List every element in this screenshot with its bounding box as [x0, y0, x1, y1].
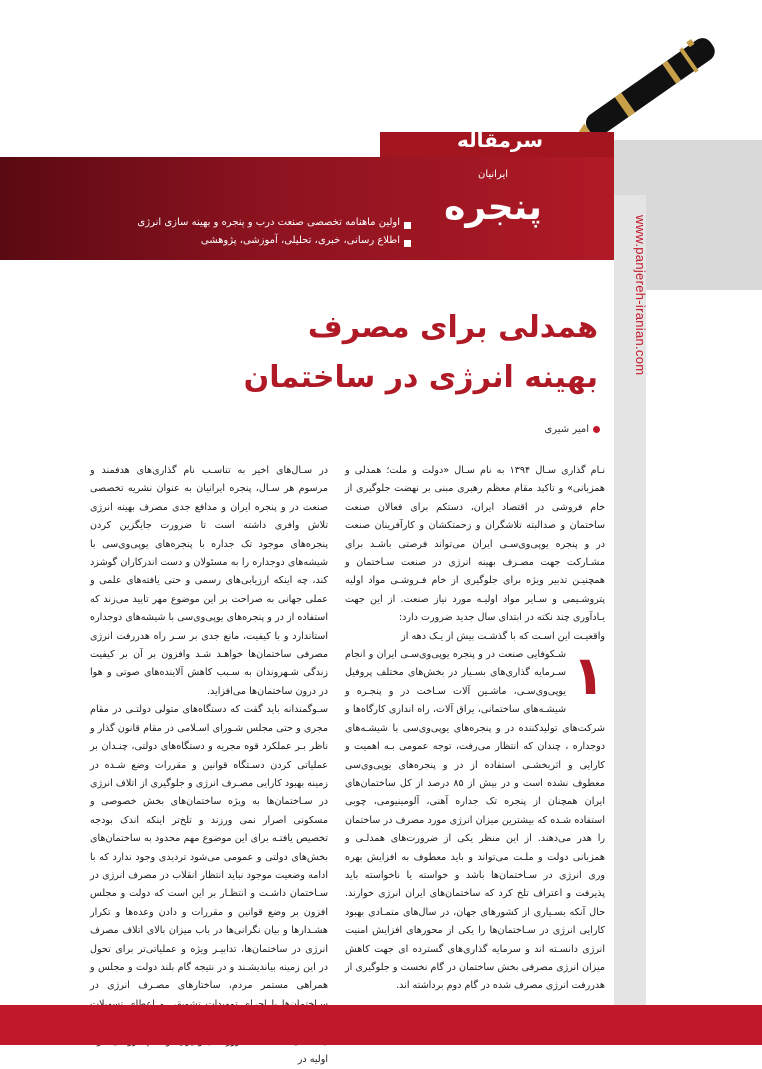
tagline-bullet-icon [404, 222, 411, 229]
tagline-bullet-icon [404, 240, 411, 247]
author-name: امیر شیری [544, 424, 589, 435]
author-byline [400, 424, 600, 440]
paragraph-lead: واقعیـت این اسـت که با گذشـت بیش از یـک دهه از [401, 630, 605, 642]
title-line-1: همدلی برای مصرف [307, 310, 598, 345]
paragraph: در سـال‌های اخیر به تناسـب نام گذاری‌های هدفمند و مرسوم هر سـال، پنجره ایرانیان به عنوان نشریه تخصصی صنعت در و پنجره ایران و مدافع جدی مصرف بهینه انرژی تلاش وافری داشته است تا ضرورت جایگزین کردن پنجره‌های موجود تک جداره با پنجره‌های یوپی‌وی‌سی با شیشه‌های دوجداره را به مسئولان و دست اندرکاران گوشزد کند، چه اینکه ارزیابی‌های رسمی و حتی یافته‌های علمی و عملی جهانی به صراحت بر این موضوع مهر تایید می‌زند که استفاده از در و پنجره‌های یوپی‌وی‌سی با شیشه‌های دوجداره استاندارد و با کیفیت، مانع جدی بر سـر راه هدررفت انرژی مصرفی ساختمان‌ها خواهـد شـد وافزون بر آن بر کیفیت زندگی شـهروندان به سـبب کاهش آلاینده‌های صوتی و هوا در درون ساختمان‌ها می‌افزاید. [90, 465, 328, 697]
tagline-primary: اولین ماهنامه تخصصی صنعت درب و پنجره و بهینه سازی انرژی [137, 217, 400, 228]
footer-bar [0, 1005, 762, 1045]
paragraph: نـام گذاری سـال ۱۳۹۴ به نام سـال «دولت و ملت؛ همدلی و همزبانی» و تاکید مقام معظم رهبری مبنی بر نهضت جلوگیری از خام فروشی در اقتصاد ایران، دستکم برای فعالان صنعت ساختمان و صدالبته تلاشگران و زحمتکشان و کارآفرینان صنعت در و پنجره یوپی‌وی‌سـی ایران می‌تواند فرصتی باشـد برای مشـارکت جهت مصـرف بهینه انرژی در صنعت سـاختمان و همچنیـن تدبیر ویژه برای جلوگیری از خام فـروشـی مواد اولیه پتروشـیمی و سـایر مواد اولیـه مورد نیاز صنعت. از این جهت یـادآوری چند نکته در ابتدای سال جدید ضرورت دارد: [345, 465, 606, 624]
paragraph: سـوگمندانه باید گفت که دستگاه‌های متولی دولتـی در مقام مجری و حتی مجلس شـورای اسـلامی در مقام قانون گذار و ناظر بـر عملکرد قوه مجریه و دستگاه‌های دولتی، چنـدان بر عملیاتی کردن دسـتگاه قوانین و مقررات وضع شـده در زمینه بهبود کارایی مصـرف انرژی و جلوگیری از اتلاف انرژی در سـاختمان‌ها به ویژه ساختمان‌های بخش خصوصی و مسکونی اصرار نمی ورزند و تلخ‌تر اینکه اندک بودجه تخصیص یافتـه برای این موضوع مهم محدود به ساختمان‌های بخش‌های دولتی و عمومی می‌شود تردیدی وجود ندارد که با ادامه وضعیت موجود نباید انتظار انقلاب در مصرف انرژی در سـاختمان داشـت و انتظـار بر این است که دولت و مجلس افزون بر وضع قوانین و مقررات و دادن وعده‌ها و تکرار هشـدارها و بیان نگرانی‌ها در باب میزان بالای اتلاف مصرف انرژی در ساختمان‌ها، تدابیـر ویژه و عملیاتی‌تر برای تحول در این زمینه بیاندیشـند و در نتیجه گام بلند دولت و مجلس و همراهی مستمر مردم، ساختارهای مصـرف انرژی در [90, 704, 328, 992]
logo-subtitle: ایرانیان [477, 169, 509, 180]
dropcap-numeral: ۱ [572, 644, 605, 708]
paragraph: شـکوفایی صنعت در و پنجره یوپی‌وی‌سـی ایران و انجام سـرمایه گذاری‌های بسـیار در بخش‌های مختلف پروفیل یوپی‌وی‌سـی، ماشـین آلات سـاخت در و پنجـره و شیشـه‌های ساختمانی، یراق آلات، راه اندازی کارگاه‌ها و شرکت‌های تولیدکننده در و پنجره‌های یوپی‌وی‌سی با شیشـه‌های دوجداره ، چندان که انتظار می‌رفت، توجه عمومی بـه اهمیت و کارایی و اثربخشـی استفاده از در و پنجره‌های یوپی‌وی‌سی معطوف نشده است و در بیش از ۸۵ درصد از کل ساختمان‌های ایران همچنان از پنجره تک جداره آهنی، آلومینیومی، چوبی استفاده شـده که بیشترین میزان انرژی مورد مصرف در ساختمان را هدر می‌دهند. از این منظر یکی از ضرورت‌های همدلـی و همزبانی دولت و ملـت می‌تواند و باید معطوف به افزایش بهره وری انرژی در سـاختمان‌ها باشد و خواسته یا ناخواسته باید پذیرفت و اعتراف تلخ کرد که ساختمان‌های ایران انرژی خوارند. حال آنکه بسـیاری از کشورهای جهان، در سال‌های متمـادی بهبود کارایی انرژی در سـاختمان‌ها را یکی از محورهای افزایش امنیت انرژی دانسـته اند و سرمایه گذاری‌های گسترده ای جهت کاهش میزان انرژی مصرفی بخش ساختمان در گام نخست و جلوگیری از هدررفت انرژی مصرف شده در گام دوم برداشته اند. [345, 649, 605, 992]
dropcap-paragraph [345, 646, 605, 996]
red-dot-icon [593, 426, 600, 433]
title-line-2: بهینه انرژی در ساختمان [243, 360, 598, 395]
section-tab-label: سرمقاله [456, 128, 544, 152]
magazine-logo: پنجره [444, 187, 542, 228]
article-column-right [345, 462, 605, 996]
tagline-secondary: اطلاع رسانی، خبری، تحلیلی، آموزشی، پژوهشی [200, 235, 400, 246]
article-title [230, 303, 598, 403]
article-column-left [90, 462, 328, 1069]
paragraph: اولیه در [297, 1054, 328, 1065]
website-url[interactable]: www.panjereh-iranian.com [633, 215, 648, 376]
